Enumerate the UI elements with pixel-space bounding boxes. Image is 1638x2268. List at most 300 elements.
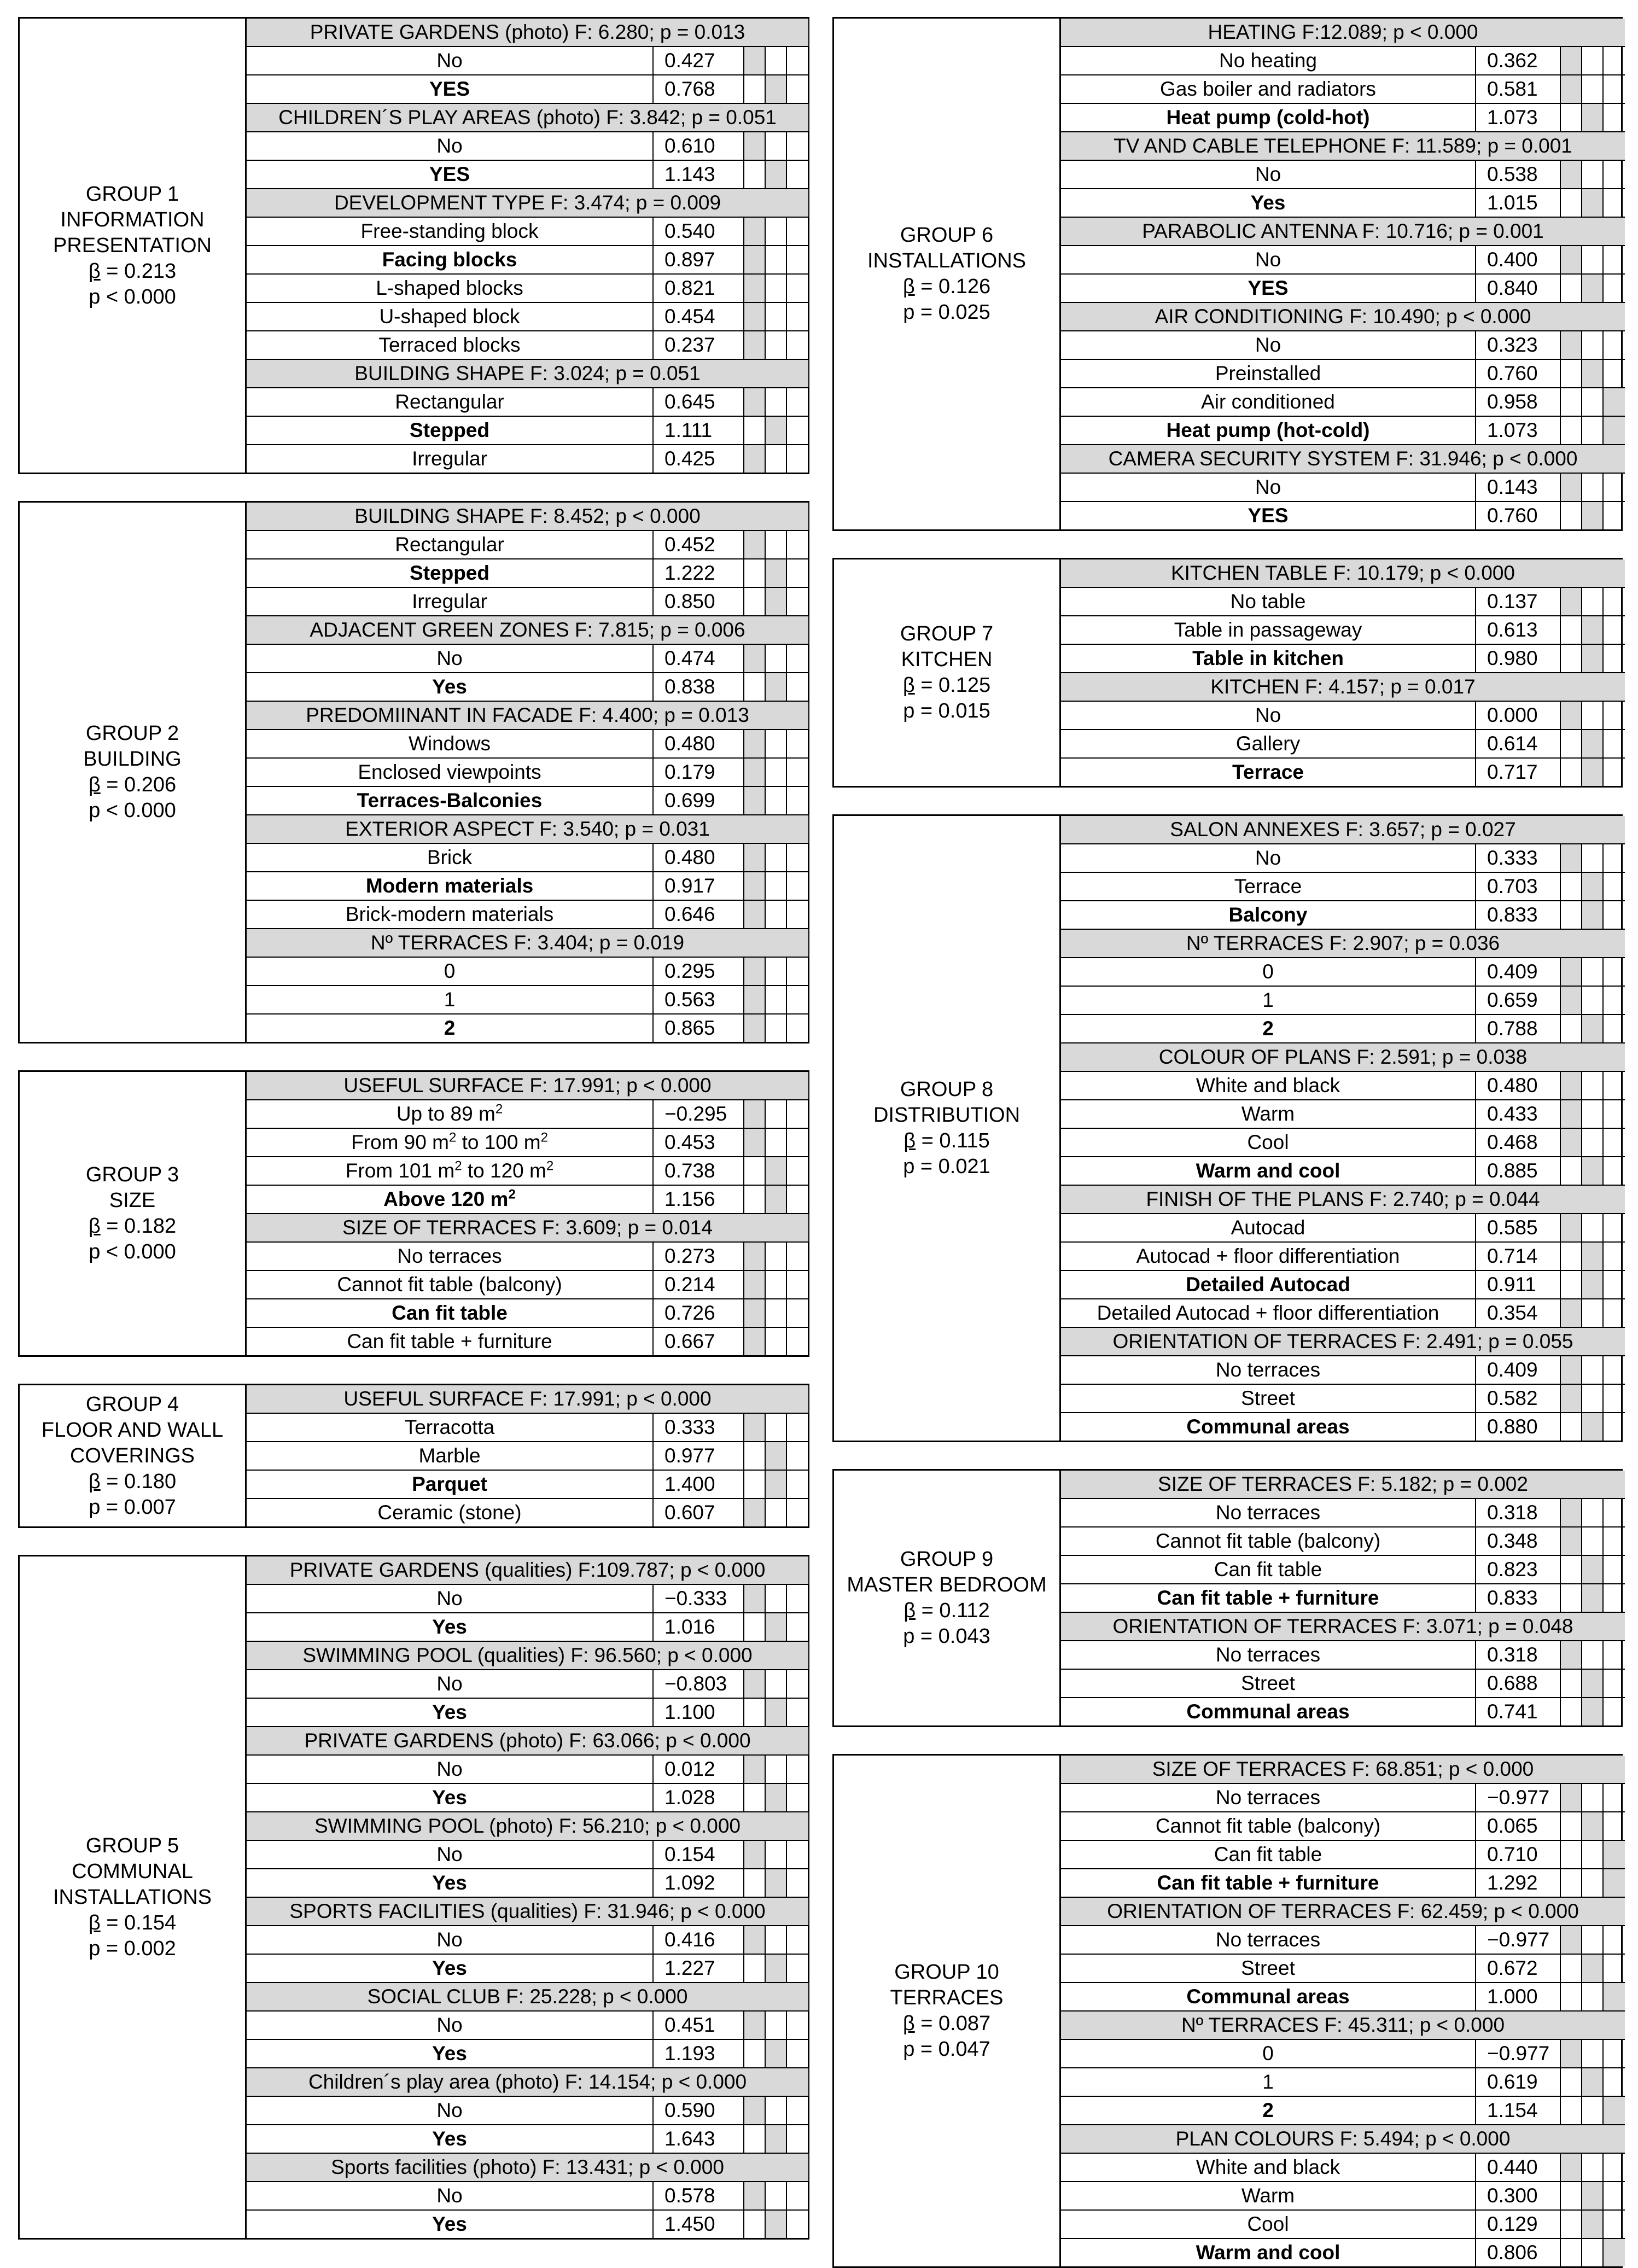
group-label-line: PRESENTATION: [53, 234, 212, 257]
category-value: 0.806: [1476, 2239, 1561, 2266]
homogeneous-subset-cell: [787, 1129, 808, 1156]
category-value: 0.607: [654, 1499, 744, 1526]
homogeneous-subset-cell: [744, 275, 766, 302]
homogeneous-subset-cell: [766, 588, 787, 615]
homogeneous-subset-cell: [1604, 1812, 1625, 1840]
category-value: 1.016: [654, 1613, 744, 1641]
variable-table: [247, 1556, 808, 2238]
table-row: [247, 388, 808, 417]
category-value: 0.451: [654, 2012, 744, 2039]
homogeneous-subset-cell: [744, 645, 766, 672]
superscript: 2: [495, 1101, 503, 1117]
homogeneous-subset-cell: [744, 246, 766, 273]
homogeneous-subset-cell: [744, 1869, 766, 1897]
table-row: [247, 303, 808, 331]
homogeneous-subset-cell: [1561, 2068, 1582, 2096]
homogeneous-subset-cell: [744, 673, 766, 701]
variable-header: TV AND CABLE TELEPHONE F: 11.589; p = 0.001: [1061, 132, 1625, 161]
homogeneous-subset-cell: [1561, 75, 1582, 103]
homogeneous-subset-cell: [787, 2211, 808, 2238]
homogeneous-subset-cell: [766, 2182, 787, 2209]
group-block: [832, 814, 1623, 1442]
category-value: 0.838: [654, 673, 744, 701]
category-label: No: [1061, 702, 1476, 729]
category-label: Cool: [1061, 1129, 1476, 1156]
group-label: [20, 1556, 247, 2238]
category-label: Yes: [247, 1699, 654, 1726]
variable-header: ORIENTATION OF TERRACES F: 62.459; p < 0.000: [1061, 1898, 1625, 1926]
homogeneous-subset-cell: [744, 2040, 766, 2067]
category-label: Brick: [247, 844, 654, 871]
homogeneous-subset-cell: [1561, 502, 1582, 529]
group-label-line: β = 0.182: [88, 1215, 177, 1238]
homogeneous-subset-cell: [787, 1015, 808, 1042]
homogeneous-subset-cell: [787, 331, 808, 359]
category-label: Warm and cool: [1061, 2239, 1476, 2266]
table-row: [1061, 1955, 1625, 1983]
homogeneous-subset-cell: [787, 1699, 808, 1726]
homogeneous-subset-cell: [1604, 1072, 1625, 1099]
category-label: Yes: [247, 2040, 654, 2067]
homogeneous-subset-cell: [744, 844, 766, 871]
category-label: Air conditioned: [1061, 388, 1476, 416]
table-row: [247, 1699, 808, 1727]
table-row: [247, 1100, 808, 1129]
homogeneous-subset-cell: [1604, 873, 1625, 900]
homogeneous-subset-cell: [1604, 759, 1625, 786]
category-value: 0.425: [654, 445, 744, 473]
homogeneous-subset-cell: [1604, 730, 1625, 757]
category-value: 0.318: [1476, 1641, 1561, 1669]
table-row: [247, 1186, 808, 1214]
homogeneous-subset-cell: [766, 645, 787, 672]
category-label: Free-standing block: [247, 218, 654, 245]
homogeneous-subset-cell: [1604, 1670, 1625, 1697]
category-value: 0.333: [654, 1414, 744, 1441]
homogeneous-subset-cell: [744, 75, 766, 103]
category-label: Yes: [247, 2125, 654, 2153]
table-row: [247, 787, 808, 815]
group-label-line: β = 0.087: [902, 2012, 991, 2035]
category-value: 0.613: [1476, 616, 1561, 644]
category-value: 1.073: [1476, 417, 1561, 444]
homogeneous-subset-cell: [766, 1243, 787, 1270]
table-row: [247, 2012, 808, 2040]
category-value: 1.143: [654, 161, 744, 188]
homogeneous-subset-cell: [1561, 1413, 1582, 1441]
category-value: 0.646: [654, 901, 744, 928]
category-label: Yes: [247, 1955, 654, 1982]
homogeneous-subset-cell: [1582, 1584, 1604, 1612]
homogeneous-subset-cell: [1604, 1641, 1625, 1669]
homogeneous-subset-cell: [1604, 417, 1625, 444]
variable-header: SWIMMING POOL (qualities) F: 96.560; p < 0.000: [247, 1642, 808, 1670]
homogeneous-subset-cell: [766, 1157, 787, 1185]
homogeneous-subset-cell: [1582, 1556, 1604, 1583]
variable-header: SOCIAL CLUB F: 25.228; p < 0.000: [247, 1983, 808, 2012]
homogeneous-subset-cell: [787, 872, 808, 900]
category-value: 0.880: [1476, 1413, 1561, 1441]
table-row: [1061, 1413, 1625, 1441]
homogeneous-subset-cell: [744, 759, 766, 786]
category-label: Can fit table + furniture: [1061, 1584, 1476, 1612]
category-label: No: [247, 1756, 654, 1783]
beta-symbol: β: [903, 1129, 916, 1152]
table-row: [247, 1670, 808, 1699]
homogeneous-subset-cell: [744, 1299, 766, 1327]
group-label-line: β = 0.206: [88, 773, 177, 796]
category-label: From 101 $m^2$ to 120 $m^2$: [247, 1157, 654, 1185]
category-value: 0.619: [1476, 2068, 1561, 2096]
homogeneous-subset-cell: [1561, 873, 1582, 900]
category-label: Can fit table: [247, 1299, 654, 1327]
table-row: [247, 588, 808, 616]
category-label: No: [247, 2097, 654, 2124]
homogeneous-subset-cell: [787, 1157, 808, 1185]
category-label: YES: [1061, 275, 1476, 302]
variable-header: CAMERA SECURITY SYSTEM F: 31.946; p < 0.000: [1061, 445, 1625, 474]
homogeneous-subset-cell: [787, 673, 808, 701]
homogeneous-subset-cell: [1561, 1157, 1582, 1185]
homogeneous-subset-cell: [787, 1613, 808, 1641]
homogeneous-subset-cell: [1582, 1214, 1604, 1241]
homogeneous-subset-cell: [1561, 275, 1582, 302]
homogeneous-subset-cell: [1582, 2239, 1604, 2266]
homogeneous-subset-cell: [1604, 1356, 1625, 1384]
table-row: [1061, 2239, 1625, 2266]
table-row: [247, 246, 808, 275]
group-block: [832, 1469, 1623, 1727]
homogeneous-subset-cell: [1582, 2154, 1604, 2181]
category-value: 0.717: [1476, 759, 1561, 786]
category-value: 1.400: [654, 1471, 744, 1498]
variable-header: SIZE OF TERRACES F: 3.609; p = 0.014: [247, 1214, 808, 1243]
category-value: 0.333: [1476, 844, 1561, 872]
homogeneous-subset-cell: [1582, 958, 1604, 986]
homogeneous-subset-cell: [766, 958, 787, 985]
homogeneous-subset-cell: [744, 2125, 766, 2153]
homogeneous-subset-cell: [766, 275, 787, 302]
homogeneous-subset-cell: [1582, 75, 1604, 103]
homogeneous-subset-cell: [766, 2012, 787, 2039]
homogeneous-subset-cell: [1582, 645, 1604, 672]
homogeneous-subset-cell: [1604, 901, 1625, 929]
homogeneous-subset-cell: [1582, 1955, 1604, 1982]
table-row: [1061, 987, 1625, 1015]
homogeneous-subset-cell: [1582, 588, 1604, 615]
homogeneous-subset-cell: [1561, 958, 1582, 986]
category-value: 0.714: [1476, 1243, 1561, 1270]
homogeneous-subset-cell: [787, 1585, 808, 1612]
homogeneous-subset-cell: [1604, 75, 1625, 103]
homogeneous-subset-cell: [766, 1129, 787, 1156]
homogeneous-subset-cell: [744, 901, 766, 928]
homogeneous-subset-cell: [766, 1442, 787, 1470]
group-label-line: GROUP 3: [85, 1163, 179, 1186]
category-label: Street: [1061, 1955, 1476, 1982]
category-label: No terraces: [247, 1243, 654, 1270]
group-block: [18, 1070, 809, 1357]
homogeneous-subset-cell: [1604, 1385, 1625, 1412]
homogeneous-subset-cell: [1582, 388, 1604, 416]
homogeneous-subset-cell: [787, 1955, 808, 1982]
table-row: [1061, 161, 1625, 189]
group-label-line: GROUP 7: [900, 622, 994, 645]
category-value: 0.645: [654, 388, 744, 416]
homogeneous-subset-cell: [744, 1015, 766, 1042]
category-label: Yes: [247, 1869, 654, 1897]
homogeneous-subset-cell: [1582, 2182, 1604, 2209]
variable-header: ORIENTATION OF TERRACES F: 2.491; p = 0.055: [1061, 1328, 1625, 1356]
category-value: 0.409: [1476, 1356, 1561, 1384]
table-row: [1061, 2182, 1625, 2211]
category-value: 0.688: [1476, 1670, 1561, 1697]
category-label: Yes: [247, 1613, 654, 1641]
category-label: From 90 $m^2$ to 100 $m^2$: [247, 1129, 654, 1156]
variable-header: HEATING F:12.089; p < 0.000: [1061, 19, 1625, 47]
category-value: 0.416: [654, 1926, 744, 1954]
homogeneous-subset-cell: [744, 303, 766, 330]
table-row: [247, 445, 808, 473]
table-row: [1061, 1869, 1625, 1898]
category-value: 1.092: [654, 1869, 744, 1897]
homogeneous-subset-cell: [1561, 2154, 1582, 2181]
homogeneous-subset-cell: [1582, 1698, 1604, 1725]
group-block: [18, 1384, 809, 1528]
category-value: 0.760: [1476, 502, 1561, 529]
group-label: [20, 503, 247, 1042]
homogeneous-subset-cell: [766, 417, 787, 444]
table-row: [247, 1756, 808, 1784]
variable-header: ADJACENT GREEN ZONES F: 7.815; p = 0.006: [247, 616, 808, 645]
homogeneous-subset-cell: [787, 218, 808, 245]
homogeneous-subset-cell: [1582, 1271, 1604, 1298]
category-value: 0.710: [1476, 1841, 1561, 1868]
homogeneous-subset-cell: [744, 1841, 766, 1868]
homogeneous-subset-cell: [787, 388, 808, 416]
table-row: [247, 986, 808, 1015]
category-label: Yes: [247, 673, 654, 701]
homogeneous-subset-cell: [787, 559, 808, 587]
variable-header: Nº TERRACES F: 3.404; p = 0.019: [247, 929, 808, 958]
table-row: [247, 1471, 808, 1499]
variable-header: KITCHEN F: 4.157; p = 0.017: [1061, 673, 1625, 702]
homogeneous-subset-cell: [787, 531, 808, 558]
category-label: Table in kitchen: [1061, 645, 1476, 672]
category-label: 1: [1061, 2068, 1476, 2096]
homogeneous-subset-cell: [766, 303, 787, 330]
table-row: [1061, 702, 1625, 730]
variable-table: [1061, 1471, 1625, 1725]
group-label-line: β = 0.180: [88, 1470, 177, 1493]
category-label: No terraces: [1061, 1356, 1476, 1384]
table-row: [1061, 1784, 1625, 1812]
homogeneous-subset-cell: [787, 2097, 808, 2124]
group-label-line: p = 0.043: [903, 1625, 990, 1648]
category-value: 0.760: [1476, 360, 1561, 387]
homogeneous-subset-cell: [1582, 1385, 1604, 1412]
homogeneous-subset-cell: [1604, 2182, 1625, 2209]
variable-header: COLOUR OF PLANS F: 2.591; p = 0.038: [1061, 1043, 1625, 1072]
homogeneous-subset-cell: [744, 1328, 766, 1355]
beta-symbol: β: [903, 1599, 916, 1622]
homogeneous-subset-cell: [766, 872, 787, 900]
category-value: 0.667: [654, 1328, 744, 1355]
homogeneous-subset-cell: [1561, 1584, 1582, 1612]
category-label: Can fit table: [1061, 1556, 1476, 1583]
homogeneous-subset-cell: [766, 75, 787, 103]
homogeneous-subset-cell: [1561, 2182, 1582, 2209]
table-row: [1061, 1100, 1625, 1129]
homogeneous-subset-cell: [1604, 1299, 1625, 1327]
table-row: [1061, 958, 1625, 987]
homogeneous-subset-cell: [1582, 2040, 1604, 2067]
homogeneous-subset-cell: [1561, 1072, 1582, 1099]
homogeneous-subset-cell: [766, 730, 787, 757]
homogeneous-subset-cell: [1561, 1670, 1582, 1697]
homogeneous-subset-cell: [1582, 161, 1604, 188]
homogeneous-subset-cell: [1582, 1129, 1604, 1156]
category-value: 0.741: [1476, 1698, 1561, 1725]
homogeneous-subset-cell: [787, 901, 808, 928]
homogeneous-subset-cell: [766, 1271, 787, 1298]
table-row: [247, 275, 808, 303]
category-label: Warm: [1061, 1100, 1476, 1128]
homogeneous-subset-cell: [787, 1869, 808, 1897]
homogeneous-subset-cell: [787, 986, 808, 1013]
homogeneous-subset-cell: [766, 388, 787, 416]
homogeneous-subset-cell: [1561, 1698, 1582, 1725]
category-value: 0.480: [1476, 1072, 1561, 1099]
group-label: [834, 559, 1061, 786]
category-label: Yes: [1061, 189, 1476, 217]
category-label: Street: [1061, 1385, 1476, 1412]
group-label-line: GROUP 6: [900, 224, 994, 247]
category-value: 0.323: [1476, 331, 1561, 359]
group-label-line: COVERINGS: [69, 1444, 195, 1467]
homogeneous-subset-cell: [1582, 987, 1604, 1014]
homogeneous-subset-cell: [1561, 645, 1582, 672]
homogeneous-subset-cell: [1582, 331, 1604, 359]
homogeneous-subset-cell: [1561, 2211, 1582, 2238]
homogeneous-subset-cell: [1582, 2068, 1604, 2096]
group-block: [832, 17, 1623, 531]
group-label-line: TERRACES: [890, 1986, 1004, 2009]
category-value: 1.292: [1476, 1869, 1561, 1897]
category-value: 1.111: [654, 417, 744, 444]
category-label: Stepped: [247, 559, 654, 587]
homogeneous-subset-cell: [787, 645, 808, 672]
homogeneous-subset-cell: [1582, 759, 1604, 786]
homogeneous-subset-cell: [1561, 987, 1582, 1014]
homogeneous-subset-cell: [1604, 161, 1625, 188]
homogeneous-subset-cell: [787, 1499, 808, 1526]
category-value: 0.911: [1476, 1271, 1561, 1298]
table-row: [1061, 1584, 1625, 1613]
homogeneous-subset-cell: [1561, 104, 1582, 131]
superscript: 2: [546, 1158, 554, 1174]
category-value: 0.833: [1476, 901, 1561, 929]
category-value: 0.917: [654, 872, 744, 900]
homogeneous-subset-cell: [744, 1129, 766, 1156]
homogeneous-subset-cell: [1561, 730, 1582, 757]
table-row: [247, 1585, 808, 1613]
homogeneous-subset-cell: [1604, 474, 1625, 501]
homogeneous-subset-cell: [1604, 331, 1625, 359]
homogeneous-subset-cell: [744, 1414, 766, 1441]
table-row: [247, 1015, 808, 1042]
table-row: [247, 958, 808, 986]
category-value: 1.193: [654, 2040, 744, 2067]
table-row: [1061, 1641, 1625, 1670]
category-value: 0.614: [1476, 730, 1561, 757]
homogeneous-subset-cell: [1582, 417, 1604, 444]
category-value: 0.659: [1476, 987, 1561, 1014]
beta-symbol: β: [902, 275, 915, 298]
homogeneous-subset-cell: [744, 1499, 766, 1526]
variable-header: PARABOLIC ANTENNA F: 10.716; p = 0.001: [1061, 218, 1625, 246]
homogeneous-subset-cell: [1604, 104, 1625, 131]
homogeneous-subset-cell: [1582, 702, 1604, 729]
category-label: No: [247, 2012, 654, 2039]
homogeneous-subset-cell: [744, 47, 766, 74]
table-row: [247, 1841, 808, 1869]
beta-symbol: β: [88, 1911, 101, 1934]
homogeneous-subset-cell: [787, 787, 808, 814]
category-value: 0.409: [1476, 958, 1561, 986]
variable-header: SALON ANNEXES F: 3.657; p = 0.027: [1061, 816, 1625, 844]
variable-header: ORIENTATION OF TERRACES F: 3.071; p = 0.048: [1061, 1613, 1625, 1641]
homogeneous-subset-cell: [744, 787, 766, 814]
category-label: Above 120 $m^2$: [247, 1186, 654, 1213]
homogeneous-subset-cell: [1561, 1129, 1582, 1156]
homogeneous-subset-cell: [1604, 616, 1625, 644]
category-value: −0.333: [654, 1585, 744, 1612]
homogeneous-subset-cell: [744, 588, 766, 615]
homogeneous-subset-cell: [787, 2012, 808, 2039]
homogeneous-subset-cell: [1582, 1926, 1604, 1954]
homogeneous-subset-cell: [766, 2097, 787, 2124]
group-label: [834, 816, 1061, 1441]
homogeneous-subset-cell: [1561, 844, 1582, 872]
homogeneous-subset-cell: [744, 1756, 766, 1783]
table-row: [1061, 1556, 1625, 1584]
table-row: [1061, 1385, 1625, 1413]
category-label: Parquet: [247, 1471, 654, 1498]
homogeneous-subset-cell: [766, 1699, 787, 1726]
homogeneous-subset-cell: [766, 844, 787, 871]
table-row: [1061, 246, 1625, 275]
table-row: [1061, 1812, 1625, 1841]
table-row: [1061, 1841, 1625, 1869]
category-value: 0.362: [1476, 47, 1561, 74]
homogeneous-subset-cell: [787, 2040, 808, 2067]
category-value: 0.214: [654, 1271, 744, 1298]
homogeneous-subset-cell: [1561, 1271, 1582, 1298]
category-label: YES: [1061, 502, 1476, 529]
category-label: 2: [1061, 2097, 1476, 2124]
category-value: 0.885: [1476, 1157, 1561, 1185]
group-block: [832, 1754, 1623, 2268]
homogeneous-subset-cell: [744, 388, 766, 416]
homogeneous-subset-cell: [1604, 1556, 1625, 1583]
table-row: [247, 2182, 808, 2211]
homogeneous-subset-cell: [744, 218, 766, 245]
category-label: 0: [247, 958, 654, 985]
category-label: 2: [247, 1015, 654, 1042]
category-label: No terraces: [1061, 1641, 1476, 1669]
homogeneous-subset-cell: [744, 417, 766, 444]
